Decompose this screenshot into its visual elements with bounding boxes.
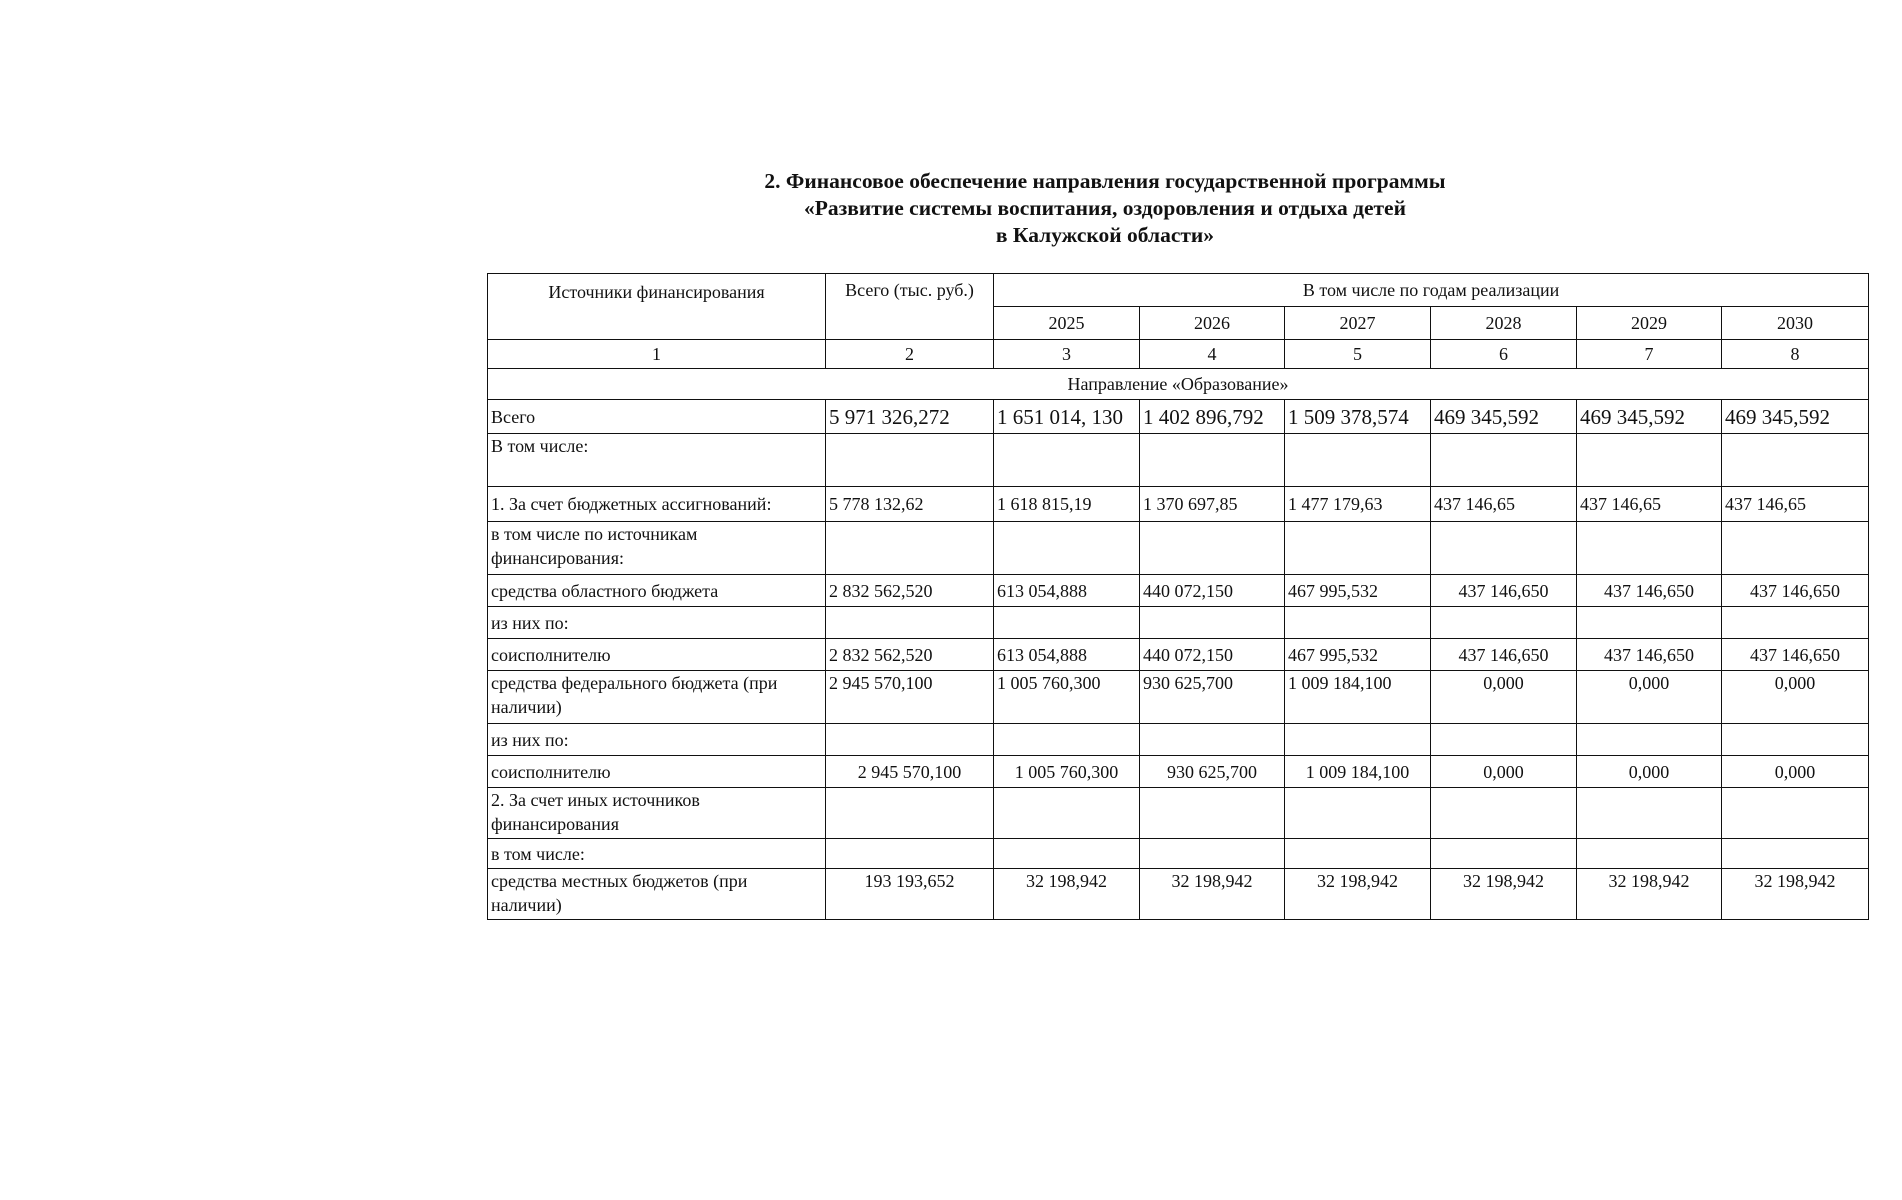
table-cell bbox=[1140, 607, 1285, 639]
table-cell: 1 651 014, 130 bbox=[994, 400, 1140, 434]
table-cell: 5 778 132,62 bbox=[826, 487, 994, 522]
table-cell: 437 146,65 bbox=[1577, 487, 1722, 522]
header-year: 2029 bbox=[1577, 307, 1722, 340]
table-cell bbox=[1285, 434, 1431, 487]
row-label: в том числе: bbox=[488, 839, 826, 869]
column-number: 2 bbox=[826, 340, 994, 369]
header-sources: Источники финансирования bbox=[488, 274, 826, 340]
table-cell bbox=[1140, 839, 1285, 869]
table-cell: 440 072,150 bbox=[1140, 575, 1285, 607]
row-label: средства местных бюджетов (при наличии) bbox=[488, 869, 826, 920]
header-year: 2025 bbox=[994, 307, 1140, 340]
table-cell: 32 198,942 bbox=[994, 869, 1140, 920]
table-cell: 32 198,942 bbox=[1285, 869, 1431, 920]
table-cell bbox=[994, 839, 1140, 869]
row-label: в том числе по источникам финансирования: bbox=[488, 522, 826, 575]
table-cell: 1 009 184,100 bbox=[1285, 671, 1431, 724]
header-by-years: В том числе по годам реализации bbox=[994, 274, 1869, 307]
table-cell: 930 625,700 bbox=[1140, 756, 1285, 788]
table-cell bbox=[994, 788, 1140, 839]
table-cell bbox=[826, 839, 994, 869]
table-cell: 2 832 562,520 bbox=[826, 639, 994, 671]
financing-table bbox=[487, 273, 1869, 920]
table-cell: 193 193,652 bbox=[826, 869, 994, 920]
table-cell bbox=[1722, 434, 1869, 487]
table-cell: 440 072,150 bbox=[1140, 639, 1285, 671]
table-cell bbox=[1285, 607, 1431, 639]
table-cell bbox=[826, 788, 994, 839]
column-number: 6 bbox=[1431, 340, 1577, 369]
title-line-3: в Калужской области» bbox=[995, 223, 1215, 247]
table-cell: 0,000 bbox=[1577, 671, 1722, 724]
table-cell: 1 477 179,63 bbox=[1285, 487, 1431, 522]
table-cell: 437 146,65 bbox=[1722, 487, 1869, 522]
header-total: Всего (тыс. руб.) bbox=[826, 274, 994, 340]
table-cell bbox=[994, 434, 1140, 487]
table-cell: 437 146,650 bbox=[1577, 575, 1722, 607]
table-cell: 467 995,532 bbox=[1285, 575, 1431, 607]
row-label: соисполнителю bbox=[488, 756, 826, 788]
column-number: 5 bbox=[1285, 340, 1431, 369]
table-row bbox=[488, 522, 1869, 575]
table-cell: 0,000 bbox=[1722, 756, 1869, 788]
table-cell bbox=[1140, 434, 1285, 487]
table-cell bbox=[1722, 522, 1869, 575]
table-cell bbox=[1431, 839, 1577, 869]
table-cell: 0,000 bbox=[1431, 671, 1577, 724]
table-row bbox=[488, 671, 1869, 724]
table-cell: 467 995,532 bbox=[1285, 639, 1431, 671]
table-cell bbox=[1431, 724, 1577, 756]
table-cell: 1 370 697,85 bbox=[1140, 487, 1285, 522]
table-cell bbox=[1577, 434, 1722, 487]
table-cell bbox=[1577, 607, 1722, 639]
table-cell: 437 146,650 bbox=[1431, 639, 1577, 671]
table-cell bbox=[826, 724, 994, 756]
table-cell bbox=[1431, 434, 1577, 487]
table-row bbox=[488, 788, 1869, 839]
row-label: 2. За счет иных источников финансирования bbox=[488, 788, 826, 839]
table-cell: 0,000 bbox=[1577, 756, 1722, 788]
table-cell: 32 198,942 bbox=[1431, 869, 1577, 920]
document-title bbox=[640, 168, 1570, 249]
table-cell bbox=[826, 522, 994, 575]
table-cell: 1 009 184,100 bbox=[1285, 756, 1431, 788]
table-row bbox=[488, 839, 1869, 869]
row-label: средства федерального бюджета (при наличии) bbox=[488, 671, 826, 724]
table-cell: 437 146,650 bbox=[1431, 575, 1577, 607]
header-year: 2026 bbox=[1140, 307, 1285, 340]
table-cell bbox=[1431, 788, 1577, 839]
row-label: из них по: bbox=[488, 607, 826, 639]
row-label: из них по: bbox=[488, 724, 826, 756]
table-row bbox=[488, 575, 1869, 607]
row-label: соисполнителю bbox=[488, 639, 826, 671]
table-cell: 613 054,888 bbox=[994, 639, 1140, 671]
column-numbers-row bbox=[488, 340, 1869, 369]
table-cell bbox=[1577, 724, 1722, 756]
table-cell bbox=[994, 607, 1140, 639]
table-cell: 1 005 760,300 bbox=[994, 756, 1140, 788]
table-cell bbox=[1285, 522, 1431, 575]
row-label: 1. За счет бюджетных ассигнований: bbox=[488, 487, 826, 522]
table-cell: 1 005 760,300 bbox=[994, 671, 1140, 724]
column-number: 4 bbox=[1140, 340, 1285, 369]
table-cell bbox=[1285, 788, 1431, 839]
table-cell bbox=[1577, 839, 1722, 869]
table-cell: 437 146,65 bbox=[1431, 487, 1577, 522]
table-cell: 469 345,592 bbox=[1431, 400, 1577, 434]
table-cell: 437 146,650 bbox=[1722, 639, 1869, 671]
table-cell: 469 345,592 bbox=[1722, 400, 1869, 434]
row-label: В том числе: bbox=[488, 434, 826, 487]
table-cell bbox=[826, 607, 994, 639]
title-line-2: «Развитие системы воспитания, оздоровления и отдыха детей bbox=[804, 196, 1406, 220]
table-cell bbox=[994, 522, 1140, 575]
column-number: 8 bbox=[1722, 340, 1869, 369]
table-cell bbox=[1431, 522, 1577, 575]
table-cell bbox=[1722, 724, 1869, 756]
column-number: 3 bbox=[994, 340, 1140, 369]
header-year: 2030 bbox=[1722, 307, 1869, 340]
table-cell: 32 198,942 bbox=[1140, 869, 1285, 920]
table-cell: 1 618 815,19 bbox=[994, 487, 1140, 522]
table-cell bbox=[826, 434, 994, 487]
table-cell bbox=[1285, 839, 1431, 869]
row-label: Всего bbox=[488, 400, 826, 434]
table-cell: 930 625,700 bbox=[1140, 671, 1285, 724]
table-cell bbox=[1577, 788, 1722, 839]
table-cell bbox=[1140, 522, 1285, 575]
table-cell: 1 509 378,574 bbox=[1285, 400, 1431, 434]
table-row bbox=[488, 639, 1869, 671]
table-cell bbox=[1140, 724, 1285, 756]
table-row bbox=[488, 434, 1869, 487]
section-heading: Направление «Образование» bbox=[488, 369, 1869, 400]
table-cell: 0,000 bbox=[1722, 671, 1869, 724]
table-row bbox=[488, 724, 1869, 756]
table-cell bbox=[1722, 607, 1869, 639]
table-cell: 437 146,650 bbox=[1577, 639, 1722, 671]
table-cell bbox=[1577, 522, 1722, 575]
table-cell bbox=[994, 724, 1140, 756]
table-cell: 469 345,592 bbox=[1577, 400, 1722, 434]
table-cell: 0,000 bbox=[1431, 756, 1577, 788]
table-cell bbox=[1722, 788, 1869, 839]
table-row bbox=[488, 607, 1869, 639]
table-cell bbox=[1140, 788, 1285, 839]
column-number: 1 bbox=[488, 340, 826, 369]
row-label: средства областного бюджета bbox=[488, 575, 826, 607]
table-row bbox=[488, 869, 1869, 920]
table-cell bbox=[1722, 839, 1869, 869]
table-cell: 5 971 326,272 bbox=[826, 400, 994, 434]
title-line-1: 2. Финансовое обеспечение направления государственной программы bbox=[764, 169, 1446, 193]
table-cell: 1 402 896,792 bbox=[1140, 400, 1285, 434]
table-cell bbox=[1431, 607, 1577, 639]
table-cell: 613 054,888 bbox=[994, 575, 1140, 607]
table-cell bbox=[1285, 724, 1431, 756]
header-year: 2028 bbox=[1431, 307, 1577, 340]
table-row bbox=[488, 487, 1869, 522]
table-cell: 2 832 562,520 bbox=[826, 575, 994, 607]
table-row bbox=[488, 756, 1869, 788]
table-row bbox=[488, 400, 1869, 434]
table-cell: 2 945 570,100 bbox=[826, 756, 994, 788]
table-cell: 2 945 570,100 bbox=[826, 671, 994, 724]
header-year: 2027 bbox=[1285, 307, 1431, 340]
table-cell: 32 198,942 bbox=[1722, 869, 1869, 920]
table-cell: 437 146,650 bbox=[1722, 575, 1869, 607]
column-number: 7 bbox=[1577, 340, 1722, 369]
table-cell: 32 198,942 bbox=[1577, 869, 1722, 920]
